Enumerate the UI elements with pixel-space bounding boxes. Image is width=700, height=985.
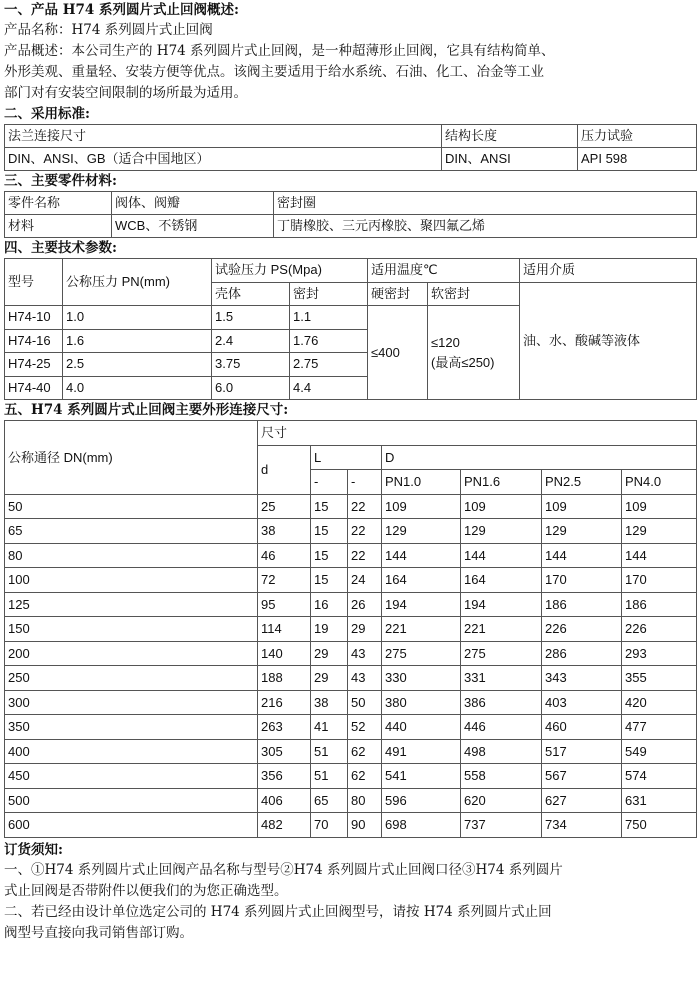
table-cell: 25: [258, 494, 311, 519]
table-cell: 386: [461, 690, 542, 715]
dn-cell: 400: [5, 739, 258, 764]
table-cell: 22: [348, 519, 382, 544]
table-cell: 355: [622, 666, 697, 691]
table-cell: 4.0: [63, 376, 212, 400]
table-row: [5, 666, 697, 691]
table-cell: 129: [461, 519, 542, 544]
table-cell: 2.75: [290, 353, 368, 377]
order-line: 一、①H74 系列圆片式止回阀产品名称与型号②H74 系列圆片式止回阀口径③H74 系列圆片: [4, 861, 563, 878]
table-row: [5, 764, 697, 789]
table-cell: 95: [258, 592, 311, 617]
description-line: 产品概述：本公司生产的 H74 系列圆片式止回阀，是一种超薄形止回阀，它具有结构简单、: [4, 43, 555, 59]
standards-table: [4, 124, 697, 171]
table-cell: 材料: [5, 215, 112, 238]
table-cell: 50: [348, 690, 382, 715]
table-cell: 406: [258, 788, 311, 813]
table-header-cell: 零件名称: [5, 192, 112, 215]
table-cell: 24: [348, 568, 382, 593]
table-cell: 221: [461, 617, 542, 642]
table-row: [5, 739, 697, 764]
table-cell: 62: [348, 739, 382, 764]
table-cell: 226: [622, 617, 697, 642]
header-shell: 壳体: [212, 282, 290, 306]
table-cell: 170: [542, 568, 622, 593]
table-cell: 72: [258, 568, 311, 593]
table-cell: 170: [622, 568, 697, 593]
table-cell: 29: [311, 641, 348, 666]
table-cell: 517: [542, 739, 622, 764]
table-row: [5, 690, 697, 715]
table-cell: 356: [258, 764, 311, 789]
table-cell: 164: [382, 568, 461, 593]
table-cell: DIN、ANSI: [442, 148, 578, 171]
soft-seal-line: (最高≤250): [431, 354, 495, 370]
table-cell: 750: [622, 813, 697, 838]
header-D: D: [382, 445, 697, 470]
header-dash: -: [348, 470, 382, 495]
dn-cell: 350: [5, 715, 258, 740]
materials-table: [4, 191, 697, 238]
table-cell: 498: [461, 739, 542, 764]
dimensions-table: [4, 420, 697, 838]
technical-parameters-table: [4, 258, 697, 400]
table-cell: H74-16: [5, 329, 63, 353]
table-cell: 80: [348, 788, 382, 813]
order-line: 阀型号直接向我司销售部订购。: [4, 924, 193, 941]
dn-cell: 150: [5, 617, 258, 642]
table-cell: 460: [542, 715, 622, 740]
table-row: [5, 421, 697, 446]
table-cell: 188: [258, 666, 311, 691]
dn-cell: 100: [5, 568, 258, 593]
table-cell: 331: [461, 666, 542, 691]
table-cell: 221: [382, 617, 461, 642]
table-row: [5, 192, 697, 215]
section5-heading: 五、H74 系列圆片式止回阀主要外形连接尺寸:: [4, 402, 289, 418]
table-cell: 1.6: [63, 329, 212, 353]
table-cell: 6.0: [212, 376, 290, 400]
table-cell: 3.75: [212, 353, 290, 377]
header-pn: PN4.0: [622, 470, 697, 495]
product-name-line: 产品名称：H74 系列圆片式止回阀: [4, 22, 213, 38]
table-cell: 65: [311, 788, 348, 813]
order-heading: 订货须知:: [4, 841, 63, 858]
order-notes: [4, 860, 696, 944]
table-cell: 446: [461, 715, 542, 740]
table-cell: 129: [382, 519, 461, 544]
table-cell: 109: [622, 494, 697, 519]
table-cell: 15: [311, 543, 348, 568]
header-temperature: 适用温度℃: [368, 259, 520, 283]
table-header-cell: 密封圈: [274, 192, 697, 215]
dn-cell: 125: [5, 592, 258, 617]
table-cell: H74-10: [5, 306, 63, 330]
table-header-cell: 压力试验: [578, 125, 697, 148]
header-soft-seal: 软密封: [428, 282, 520, 306]
table-cell: 129: [542, 519, 622, 544]
header-nominal-pressure: 公称压力 PN(mm): [63, 259, 212, 306]
dn-cell: 300: [5, 690, 258, 715]
table-cell: 43: [348, 666, 382, 691]
table-row: [5, 592, 697, 617]
table-cell: 194: [382, 592, 461, 617]
header-nominal-diameter: 公称通径 DN(mm): [5, 421, 258, 495]
table-cell: 286: [542, 641, 622, 666]
table-cell: 22: [348, 494, 382, 519]
table-row: [5, 259, 697, 283]
table-cell: 16: [311, 592, 348, 617]
table-cell: 596: [382, 788, 461, 813]
table-cell: 144: [622, 543, 697, 568]
table-cell: WCB、不锈钢: [112, 215, 274, 238]
dn-cell: 200: [5, 641, 258, 666]
table-cell: 275: [461, 641, 542, 666]
table-row: [5, 125, 697, 148]
table-cell: 226: [542, 617, 622, 642]
dn-cell: 65: [5, 519, 258, 544]
table-cell: 62: [348, 764, 382, 789]
table-cell: 38: [258, 519, 311, 544]
table-cell: 574: [622, 764, 697, 789]
table-cell: 1.76: [290, 329, 368, 353]
table-cell: 29: [348, 617, 382, 642]
table-cell: 140: [258, 641, 311, 666]
table-header-cell: 结构长度: [442, 125, 578, 148]
table-cell: 549: [622, 739, 697, 764]
section1-heading: 一、产品 H74 系列圆片式止回阀概述:: [4, 2, 239, 18]
table-cell: 51: [311, 739, 348, 764]
table-cell: 4.4: [290, 376, 368, 400]
table-cell: 380: [382, 690, 461, 715]
table-cell: 403: [542, 690, 622, 715]
table-cell: 144: [461, 543, 542, 568]
header-d: d: [258, 445, 311, 494]
table-cell: 丁腈橡胶、三元丙橡胶、聚四氟乙烯: [274, 215, 697, 238]
table-cell: 15: [311, 519, 348, 544]
header-model: 型号: [5, 259, 63, 306]
dn-cell: 600: [5, 813, 258, 838]
header-medium: 适用介质: [520, 259, 697, 283]
table-cell: 15: [311, 494, 348, 519]
table-cell: 293: [622, 641, 697, 666]
dn-cell: 450: [5, 764, 258, 789]
dn-cell: 250: [5, 666, 258, 691]
dn-cell: 500: [5, 788, 258, 813]
table-row: [5, 148, 697, 171]
table-row: [5, 543, 697, 568]
header-test-pressure: 试验压力 PS(Mpa): [212, 259, 368, 283]
table-cell: 164: [461, 568, 542, 593]
header-dash: -: [311, 470, 348, 495]
table-cell: 38: [311, 690, 348, 715]
table-cell: 43: [348, 641, 382, 666]
table-cell: 22: [348, 543, 382, 568]
table-cell: 541: [382, 764, 461, 789]
table-row: [5, 617, 697, 642]
table-row: [5, 568, 697, 593]
dn-cell: 80: [5, 543, 258, 568]
header-pn: PN1.0: [382, 470, 461, 495]
table-cell: 558: [461, 764, 542, 789]
table-cell: 627: [542, 788, 622, 813]
table-cell: 144: [542, 543, 622, 568]
table-cell: 698: [382, 813, 461, 838]
table-cell: 477: [622, 715, 697, 740]
table-cell: 109: [461, 494, 542, 519]
table-cell: 263: [258, 715, 311, 740]
table-cell: 51: [311, 764, 348, 789]
table-cell: 275: [382, 641, 461, 666]
header-hard-seal: 硬密封: [368, 282, 428, 306]
table-cell: 343: [542, 666, 622, 691]
table-cell: 1.1: [290, 306, 368, 330]
table-cell: 90: [348, 813, 382, 838]
description-line: 部门对有安装空间限制的场所最为适用。: [4, 85, 247, 101]
header-size: 尺寸: [258, 421, 697, 446]
table-row: [5, 788, 697, 813]
table-row: [5, 641, 697, 666]
table-cell: 26: [348, 592, 382, 617]
table-cell: 46: [258, 543, 311, 568]
table-cell: 15: [311, 568, 348, 593]
table-cell: 482: [258, 813, 311, 838]
table-header-cell: 法兰连接尺寸: [5, 125, 442, 148]
order-line: 二、若已经由设计单位选定公司的 H74 系列圆片式止回阀型号，请按 H74 系列圆片式止回: [4, 903, 552, 920]
table-cell: 109: [542, 494, 622, 519]
table-cell: 41: [311, 715, 348, 740]
header-L: L: [311, 445, 382, 470]
table-cell: DIN、ANSI、GB（适合中国地区）: [5, 148, 442, 171]
order-line: 式止回阀是否带附件以便我们的为您正确选型。: [4, 882, 288, 899]
table-cell: 194: [461, 592, 542, 617]
product-description: [4, 41, 696, 104]
medium-value: 油、水、酸碱等液体: [520, 282, 697, 400]
table-header-cell: 阀体、阀瓣: [112, 192, 274, 215]
table-cell: 305: [258, 739, 311, 764]
table-cell: 19: [311, 617, 348, 642]
dn-cell: 50: [5, 494, 258, 519]
table-cell: 1.5: [212, 306, 290, 330]
dimensions-body: [5, 494, 697, 837]
table-cell: 186: [622, 592, 697, 617]
table-row: [5, 813, 697, 838]
table-cell: 737: [461, 813, 542, 838]
table-cell: 631: [622, 788, 697, 813]
table-row: [5, 494, 697, 519]
table-cell: 109: [382, 494, 461, 519]
table-cell: 70: [311, 813, 348, 838]
section4-heading: 四、主要技术参数:: [4, 240, 117, 256]
table-cell: 620: [461, 788, 542, 813]
table-row: [5, 519, 697, 544]
soft-seal-value: [428, 306, 520, 400]
table-cell: 567: [542, 764, 622, 789]
table-cell: 2.4: [212, 329, 290, 353]
soft-seal-line: ≤120: [431, 334, 460, 350]
table-cell: H74-25: [5, 353, 63, 377]
section3-heading: 三、主要零件材料:: [4, 173, 117, 189]
header-pn: PN2.5: [542, 470, 622, 495]
table-row: [5, 215, 697, 238]
table-cell: 29: [311, 666, 348, 691]
table-cell: 129: [622, 519, 697, 544]
table-cell: 1.0: [63, 306, 212, 330]
table-row: [5, 715, 697, 740]
table-cell: 144: [382, 543, 461, 568]
header-seal: 密封: [290, 282, 368, 306]
table-cell: 2.5: [63, 353, 212, 377]
table-cell: 216: [258, 690, 311, 715]
table-cell: 330: [382, 666, 461, 691]
header-pn: PN1.6: [461, 470, 542, 495]
table-cell: API 598: [578, 148, 697, 171]
description-line: 外形美观、重量轻、安装方便等优点。该阀主要适用于给水系统、石油、化工、冶金等工业: [4, 64, 544, 80]
hard-seal-value: ≤400: [368, 306, 428, 400]
table-cell: 52: [348, 715, 382, 740]
table-cell: 420: [622, 690, 697, 715]
table-cell: 114: [258, 617, 311, 642]
table-cell: 734: [542, 813, 622, 838]
section2-heading: 二、采用标准:: [4, 106, 90, 122]
table-cell: 491: [382, 739, 461, 764]
table-cell: H74-40: [5, 376, 63, 400]
table-cell: 440: [382, 715, 461, 740]
table-cell: 186: [542, 592, 622, 617]
